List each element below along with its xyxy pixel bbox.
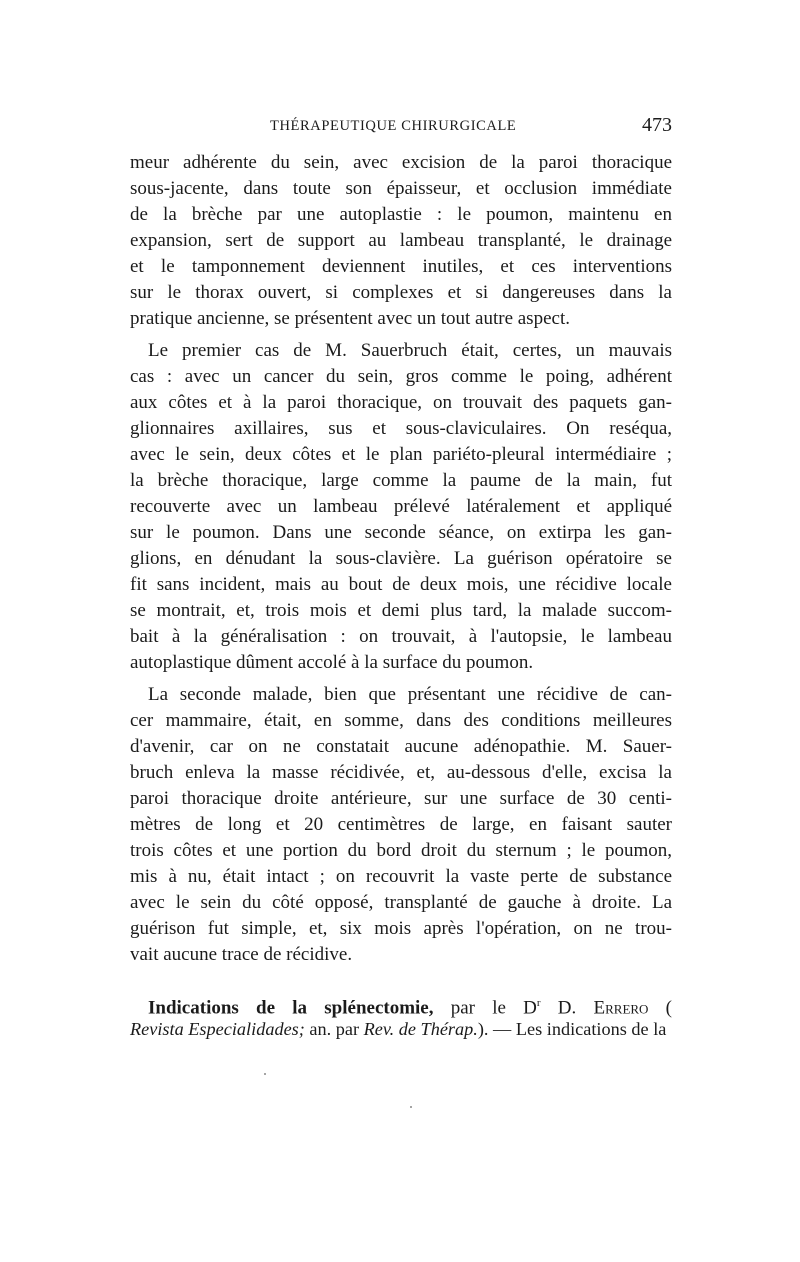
text-line: fit sans incident, mais au bout de deux mois, une récidive locale: [130, 574, 672, 595]
text-line: sur le thorax ouvert, si complexes et si dangereuses dans la: [130, 282, 672, 303]
text-line: aux côtes et à la paroi thoracique, on trouvait des paquets gan-: [130, 392, 672, 413]
text-line: sur le poumon. Dans une seconde séance, on extirpa les gan-: [130, 522, 672, 543]
page-number: 473: [642, 114, 672, 136]
running-head-title: THÉRAPEUTIQUE CHIRURGICALE: [270, 118, 517, 134]
text-line: d'avenir, car on ne constatait aucune adénopathie. M. Sauer-: [130, 736, 672, 757]
text-line: glions, en dénudant la sous-clavière. La guérison opératoire se: [130, 548, 672, 569]
text-line: mètres de long et 20 centimètres de large, en faisant sauter: [130, 814, 672, 835]
text-line: mis à nu, était intact ; on recouvrit la vaste perte de substance: [130, 866, 672, 887]
text-line: glionnaires axillaires, sus et sous-claviculaires. On reséqua,: [130, 418, 672, 439]
text-line: et le tamponnement deviennent inutiles, et ces interventions: [130, 256, 672, 277]
section-mid: an. par: [304, 1019, 364, 1039]
section-tail: ). — Les indications de la: [477, 1019, 667, 1039]
section-heading: Indications de la splénectomie,: [148, 997, 434, 1019]
text-line: la brèche thoracique, large comme la paume de la main, fut: [130, 470, 672, 491]
text-line: de la brèche par une autoplastie : le poumon, maintenu en: [130, 204, 672, 225]
text-line: trois côtes et une portion du bord droit du sternum ; le poumon,: [130, 840, 672, 861]
paper-speck: [264, 1073, 266, 1075]
paper-speck: [410, 1106, 412, 1108]
by-text: par le D: [433, 997, 537, 1019]
text-line: expansion, sert de support au lambeau transplanté, le drainage: [130, 230, 672, 251]
section-line: [130, 1016, 672, 1042]
text-line: La seconde malade, bien que présentant une récidive de can-: [148, 684, 672, 705]
text-line: cer mammaire, était, en somme, dans des conditions meilleures: [130, 710, 672, 731]
text-line: guérison fut simple, et, six mois après l'opération, on ne trou-: [130, 918, 672, 939]
text-line: recouverte avec un lambeau prélevé latéralement et appliqué: [130, 496, 672, 517]
paren-open: (: [665, 997, 672, 1019]
text-line: autoplastique dûment accolé à la surface du poumon.: [130, 652, 534, 673]
text-line: avec le sein du côté opposé, transplanté de gauche à droite. La: [130, 892, 672, 913]
review-name: Rev. de Thérap.: [363, 1019, 478, 1039]
text-line: meur adhérente du sein, avec excision de la paroi thoracique: [130, 152, 672, 173]
text-line: sous-jacente, dans toute son épaisseur, et occlusion immédiate: [130, 178, 672, 199]
dr-superscript: r: [536, 997, 541, 1009]
author-name: D. Errero: [540, 997, 666, 1019]
text-line: se montrait, et, trois mois et demi plus tard, la malade succom-: [130, 600, 672, 621]
text-line: Le premier cas de M. Sauerbruch était, certes, un mauvais: [148, 340, 672, 361]
text-line: bait à la généralisation : on trouvait, à l'autopsie, le lambeau: [130, 626, 672, 647]
text-line: cas : avec un cancer du sein, gros comme le poing, adhérent: [130, 366, 672, 387]
text-line: avec le sein, deux côtes et le plan pariéto-pleural intermédiaire ;: [130, 444, 672, 465]
text-line: vait aucune trace de récidive.: [130, 944, 353, 965]
running-head: [130, 116, 672, 140]
text-line: bruch enleva la masse récidivée, et, au-dessous d'elle, excisa la: [130, 762, 672, 783]
text-line: pratique ancienne, se présentent avec un tout autre aspect.: [130, 308, 570, 329]
journal-name: Revista Especialidades;: [130, 1019, 305, 1039]
text-line: paroi thoracique droite antérieure, sur une surface de 30 centi-: [130, 788, 672, 809]
